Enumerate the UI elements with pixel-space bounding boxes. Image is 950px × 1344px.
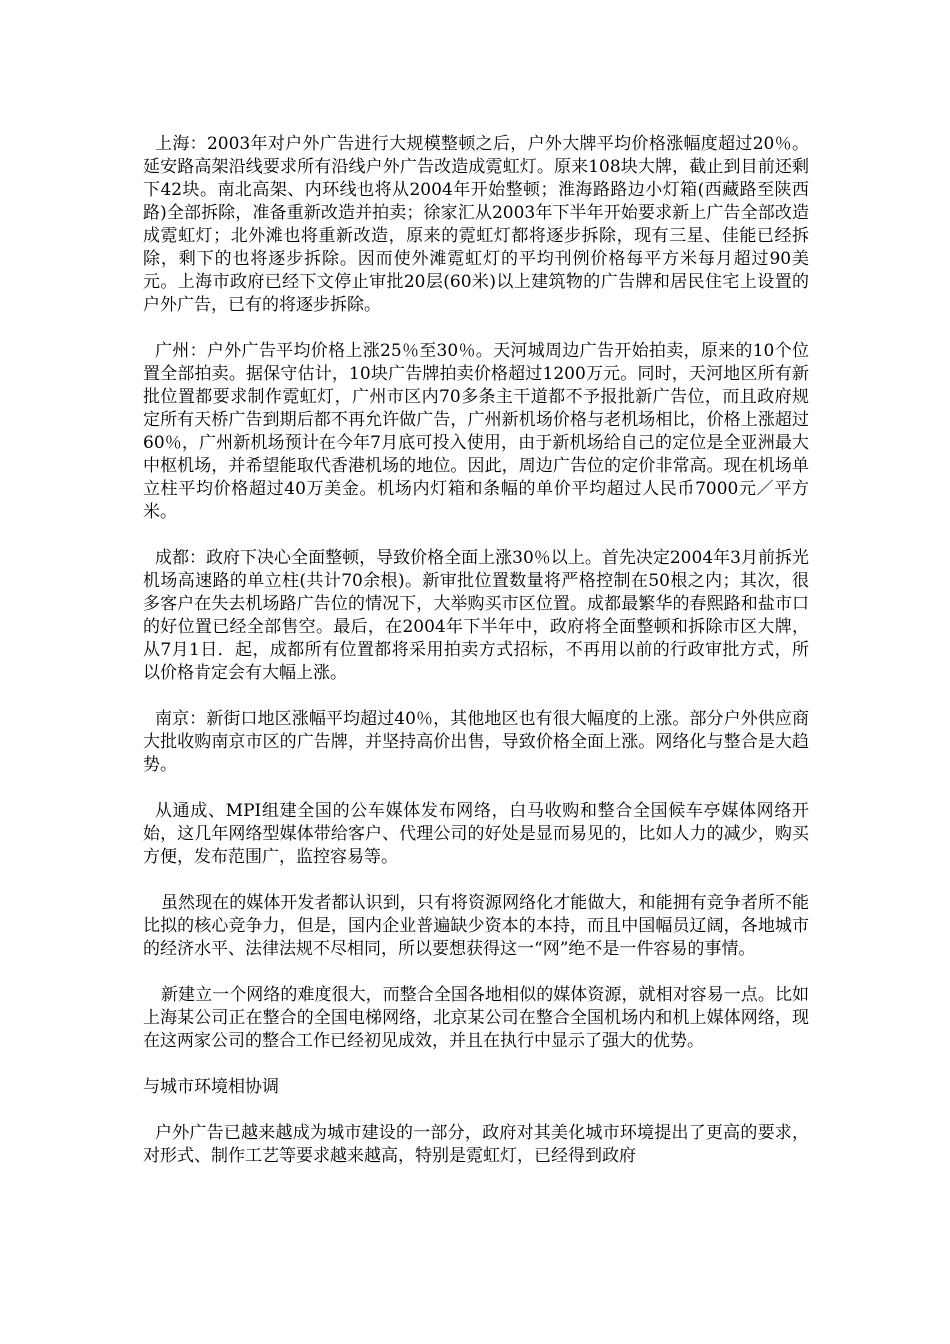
paragraph-nanjing: 南京：新街口地区涨幅平均超过40％，其他地区也有很大幅度的上涨。部分户外供应商大批收购南京市区的广告牌，并坚持高价出售，导致价格全面上涨。网络化与整合是大趋势。	[143, 709, 809, 775]
document-body	[143, 133, 809, 1191]
paragraph-network-media: 从通成、MPI组建全国的公车媒体发布网络，白马收购和整合全国候车亭媒体网络开始，这几年网络型媒体带给客户、代理公司的好处是显而易见的，比如人力的减少，购买方便，发布范围广，监控容易等。	[143, 801, 809, 867]
section-heading: 与城市环境相协调	[143, 1077, 279, 1097]
paragraph-city-environment: 户外广告已越来越成为城市建设的一部分，政府对其美化城市环境提出了更高的要求，对形式、制作工艺等要求越来越高，特别是霓虹灯，已经得到政府	[143, 1123, 809, 1166]
paragraph-integration: 新建立一个网络的难度很大，而整合全国各地相似的媒体资源，就相对容易一点。比如上海某公司正在整合的全国电梯网络，北京某公司在整合全国机场内和机上媒体网络，现在这两家公司的整合工作已经初见成效，并且在执行中显示了强大的优势。	[143, 985, 809, 1051]
paragraph-shanghai: 上海：2003年对户外广告进行大规模整顿之后，户外大牌平均价格涨幅度超过20％。延安路高架沿线要求所有沿线户外广告改造成霓虹灯。原来108块大牌，截止到目前还剩下42块。南北高架、内环线也将从2004年开始整顿；淮海路路边小灯箱(西藏路至陕西路)全部拆除，准备重新改造并拍卖；徐家汇从2003年下半年开始要求新上广告全部改造成霓虹灯；北外滩也将重新改造，原来的霓虹灯都将逐步拆除，现有三星、佳能已经拆除，剩下的也将逐步拆除。因而使外滩霓虹灯的平均刊例价格每平方米每月超过90美元。上海市政府已经下文停止审批20层(60米)以上建筑物的广告牌和居民住宅上设置的户外广告，已有的将逐步拆除。	[143, 134, 809, 315]
paragraph-chengdu: 成都：政府下决心全面整顿，导致价格全面上涨30％以上。首先决定2004年3月前拆光机场高速路的单立柱(共计70余根)。新审批位置数量将严格控制在50根之内；其次，很多客户在失去机场路广告位的情况下，大举购买市区位置。成都最繁华的春熙路和盐市口的好位置已经全部售空。最后，在2004年下半年中，政府将全面整顿和拆除市区大牌，从7月1日．起，成都所有位置都将采用拍卖方式招标，不再用以前的行政审批方式，所以价格肯定会有大幅上涨。	[143, 548, 809, 683]
paragraph-guangzhou: 广州：户外广告平均价格上涨25％至30％。天河城周边广告开始拍卖，原来的10个位置全部拍卖。据保守估计，10块广告牌拍卖价格超过1200万元。同时，天河地区所有新批位置都要求制作霓虹灯，广州市区内70多条主干道都不予报批新广告位，而且政府规定所有天桥广告到期后都不再允许做广告，广州新机场价格与老机场相比，价格上涨超过60％，广州新机场预计在今年7月底可投入使用，由于新机场给自己的定位是全亚洲最大中枢机场，并希望能取代香港机场的地位。因此，周边广告位的定价非常高。现在机场单立柱平均价格超过40万美金。机场内灯箱和条幅的单价平均超过人民币7000元／平方米。	[143, 341, 809, 522]
paragraph-network-difficulty: 虽然现在的媒体开发者都认识到，只有将资源网络化才能做大，和能拥有竞争者所不能比拟的核心竞争力，但是，国内企业普遍缺少资本的本持，而且中国幅员辽阔，各地城市的经济水平、法律法规不尽相同，所以要想获得这一“网”绝不是一件容易的事情。	[143, 893, 809, 959]
